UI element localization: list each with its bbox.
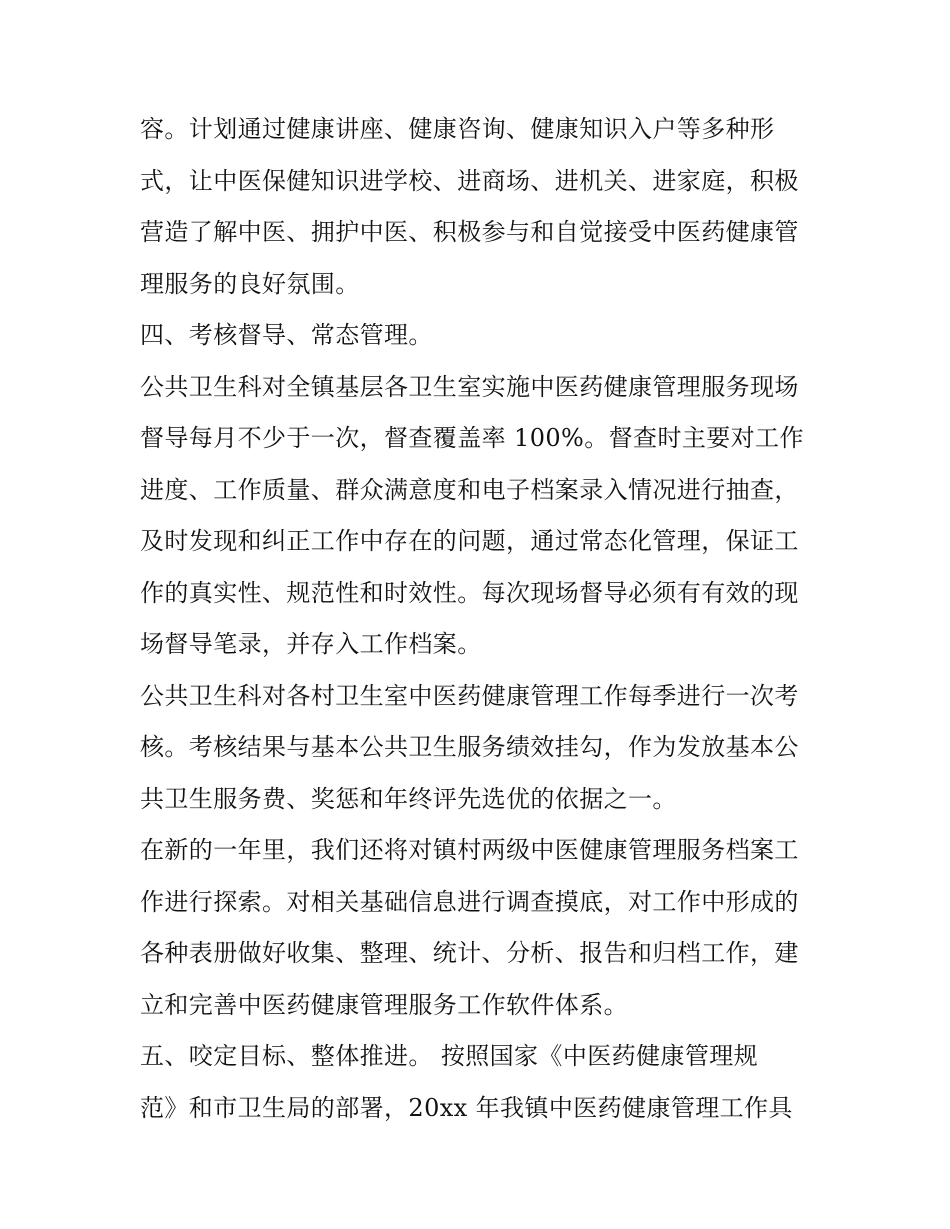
text-line: 作的真实性、规范性和时效性。每次现场督导必须有有效的现 xyxy=(140,578,799,607)
text-line: 立和完善中医药健康管理服务工作软件体系。 xyxy=(140,990,628,1019)
text-line: 五、咬定目标、整体推进。 按照国家《中医药健康管理规 xyxy=(140,1042,759,1070)
text-line: 各种表册做好收集、整理、统计、分析、报告和归档工作，建 xyxy=(140,939,799,967)
text-line: 范》和市卫生局的部署，20xx 年我镇中医药健康管理工作具 xyxy=(140,1093,793,1122)
text-line: 式，让中医保健知识进学校、进商场、进机关、进家庭，积极 xyxy=(140,166,799,195)
text-line: 在新的一年里，我们还将对镇村两级中医健康管理服务档案工 xyxy=(140,836,799,864)
paragraph-new-year-plan xyxy=(140,825,820,1031)
text-line: 容。计划通过健康讲座、健康咨询、健康知识入户等多种形 xyxy=(140,115,775,143)
text-line: 作进行探索。对相关基础信息进行调查摸底，对工作中形成的 xyxy=(140,887,799,916)
text-line: 场督导笔录，并存入工作档案。 xyxy=(140,630,482,658)
paragraph-promotion-activities xyxy=(140,104,820,310)
paragraph-supervision xyxy=(140,362,820,671)
heading-line: 四、考核督导、常态管理。 xyxy=(140,321,433,349)
text-line: 核。考核结果与基本公共卫生服务绩效挂勾，作为发放基本公 xyxy=(140,733,799,761)
document-body xyxy=(140,104,820,1134)
section-heading-four xyxy=(140,310,820,362)
text-line: 公共卫生科对各村卫生室中医药健康管理工作每季进行一次考 xyxy=(140,681,799,710)
text-line: 进度、工作质量、群众满意度和电子档案录入情况进行抽查， xyxy=(140,475,799,504)
text-line: 督导每月不少于一次，督查覆盖率 100%。督查时主要对工作 xyxy=(140,424,804,452)
text-line: 理服务的良好氛围。 xyxy=(140,269,360,298)
text-line: 公共卫生科对全镇基层各卫生室实施中医药健康管理服务现场 xyxy=(140,372,799,401)
text-line: 及时发现和纠正工作中存在的问题，通过常态化管理，保证工 xyxy=(140,527,799,555)
paragraph-quarterly-assessment xyxy=(140,671,820,826)
text-line: 共卫生服务费、奖惩和年终评先选优的依据之一。 xyxy=(140,784,677,813)
text-line: 营造了解中医、拥护中医、积极参与和自觉接受中医药健康管 xyxy=(140,218,799,246)
section-heading-five xyxy=(140,1031,820,1134)
